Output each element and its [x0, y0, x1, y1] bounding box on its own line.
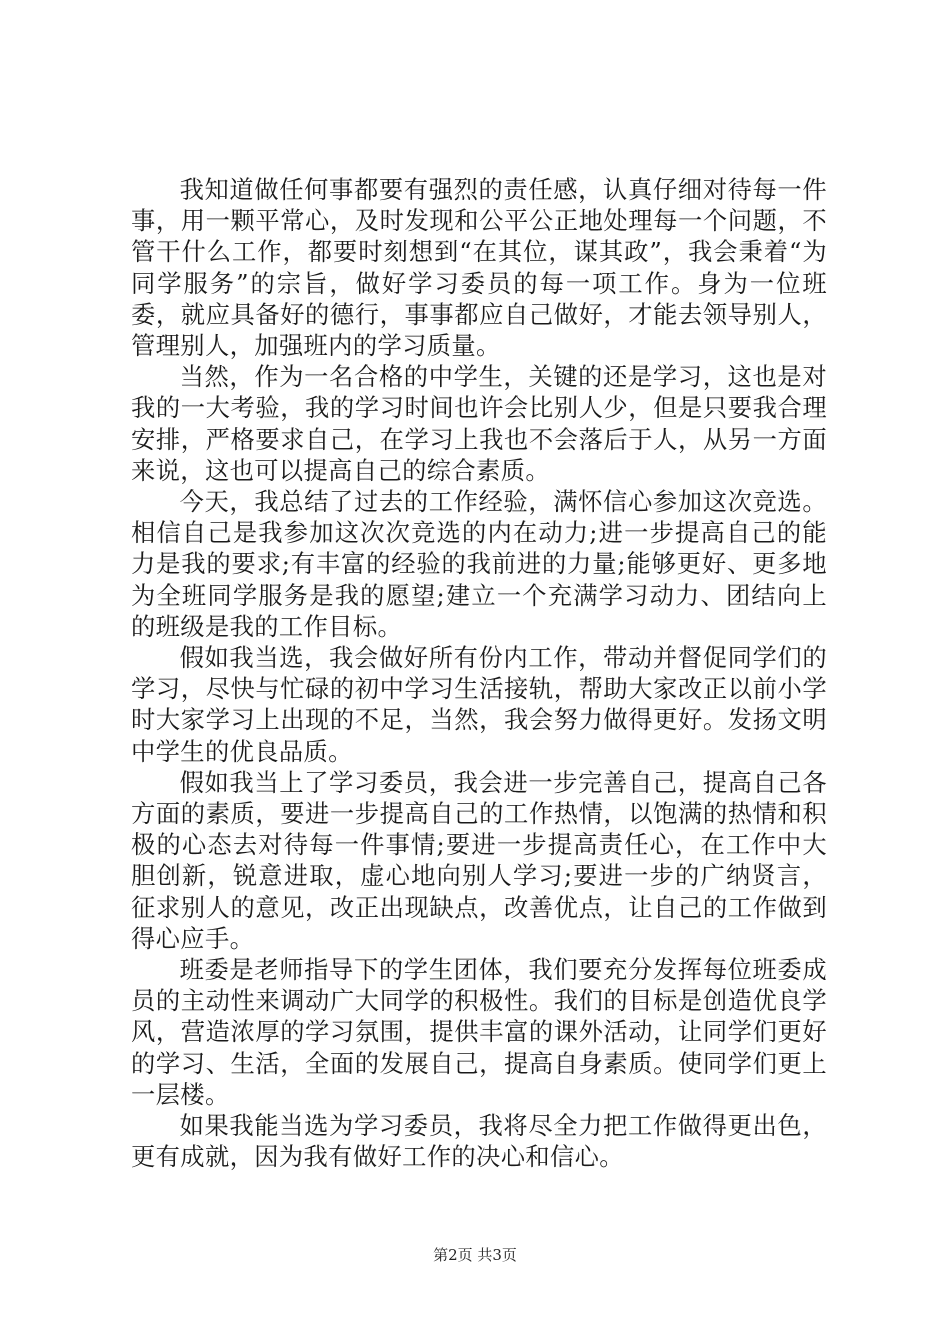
document-body	[131, 174, 827, 1173]
paragraph-4: 假如我当选，我会做好所有份内工作，带动并督促同学们的学习，尽快与忙碌的初中学习生活接轨，帮助大家改正以前小学时大家学习上出现的不足，当然，我会努力做得更好。发扬文明中学生的优良品质。	[131, 643, 827, 766]
paragraph-5: 假如我当上了学习委员，我会进一步完善自己，提高自己各方面的素质，要进一步提高自己的工作热情，以饱满的热情和积极的心态去对待每一件事情;要进一步提高责任心，在工作中大胆创新，锐意进取，虚心地向别人学习;要进一步的广纳贤言，征求别人的意见，改正出现缺点，改善优点，让自己的工作做到得心应手。	[131, 767, 827, 953]
page-number-footer: 第2页 共3页	[433, 1246, 517, 1264]
paragraph-7: 如果我能当选为学习委员，我将尽全力把工作做得更出色，更有成就，因为我有做好工作的决心和信心。	[131, 1111, 827, 1172]
paragraph-1: 我知道做任何事都要有强烈的责任感，认真仔细对待每一件事，用一颗平常心，及时发现和公平公正地处理每一个问题，不管干什么工作，都要时刻想到“在其位，谋其政”，我会秉着“为同学服务”的宗旨，做好学习委员的每一项工作。身为一位班委，就应具备好的德行，事事都应自己做好，才能去领导别人，管理别人，加强班内的学习质量。	[131, 175, 827, 361]
paragraph-3: 今天，我总结了过去的工作经验，满怀信心参加这次竞选。相信自己是我参加这次次竞选的内在动力;进一步提高自己的能力是我的要求;有丰富的经验的我前进的力量;能够更好、更多地为全班同学服务是我的愿望;建立一个充满学习动力、团结向上的班级是我的工作目标。	[131, 487, 827, 641]
paragraph-6: 班委是老师指导下的学生团体，我们要充分发挥每位班委成员的主动性来调动广大同学的积极性。我们的目标是创造优良学风，营造浓厚的学习氛围，提供丰富的课外活动，让同学们更好的学习、生活，全面的发展自己，提高自身素质。使同学们更上一层楼。	[131, 955, 827, 1109]
paragraph-2: 当然，作为一名合格的中学生，关键的还是学习，这也是对我的一大考验，我的学习时间也许会比别人少，但是只要我合理安排，严格要求自己，在学习上我也不会落后于人，从另一方面来说，这也可以提高自己的综合素质。	[131, 362, 827, 485]
